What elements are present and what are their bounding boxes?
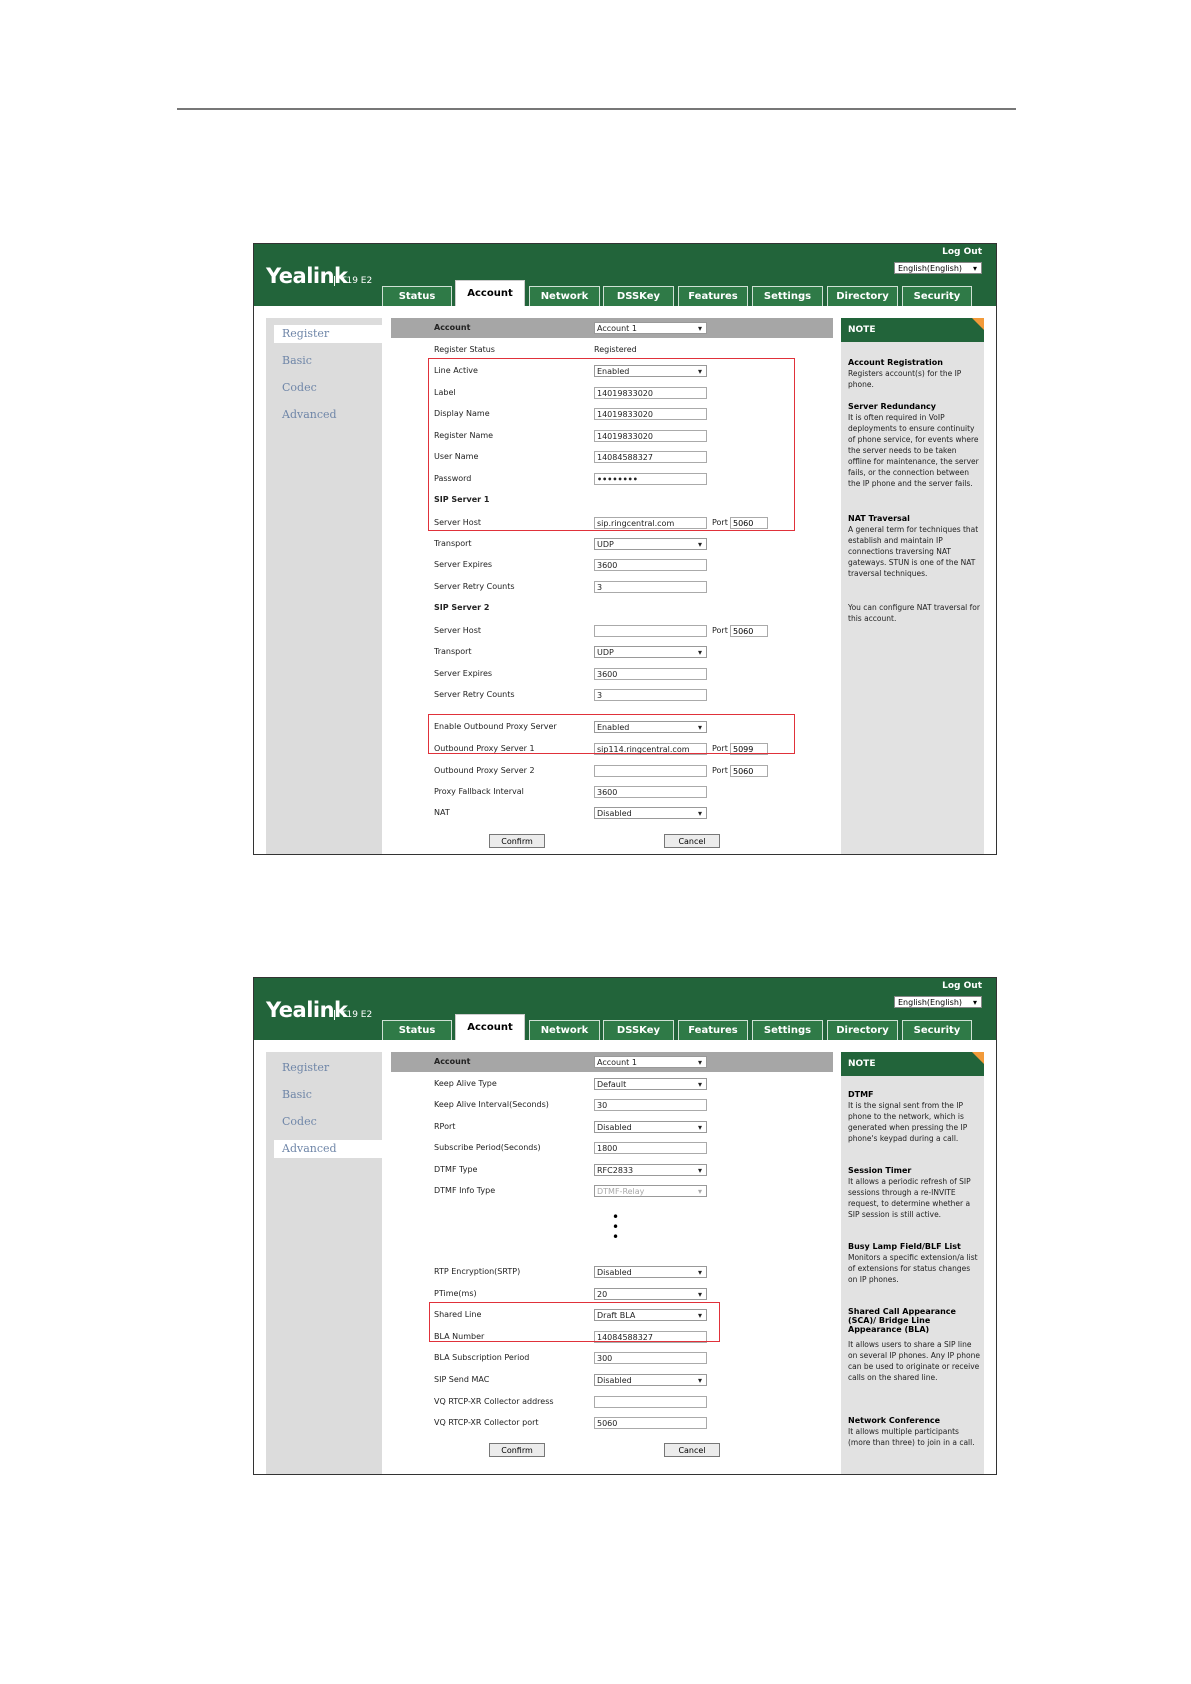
chevron-down-icon: ▾ bbox=[697, 1187, 702, 1196]
chevron-down-icon: ▾ bbox=[697, 1166, 702, 1175]
sip-server1-heading: SIP Server 1 bbox=[434, 495, 490, 504]
dtmf-info-value: DTMF-Relay bbox=[597, 1187, 645, 1196]
keep-alive-type-value: Default bbox=[597, 1080, 627, 1089]
password-input[interactable]: •••••••• bbox=[594, 473, 707, 485]
line-active-label: Line Active bbox=[434, 366, 478, 375]
note-text: A general term for techniques that establish and maintain IP connections traversing NAT gateways. STUN is one of the NAT traversal techniques. bbox=[848, 525, 979, 578]
tab-dsskey[interactable]: DSSKey bbox=[603, 286, 674, 306]
dtmf-info-label: DTMF Info Type bbox=[434, 1186, 496, 1195]
chevron-down-icon: ▾ bbox=[697, 1290, 702, 1299]
note-text: You can configure NAT traversal for this account. bbox=[848, 603, 980, 623]
s2-transport-label: Transport bbox=[434, 647, 472, 656]
outbound1-input[interactable]: sip114.ringcentral.com bbox=[594, 743, 707, 755]
highlight-box-outbound bbox=[428, 714, 795, 754]
register-name-input[interactable]: 14019833020 bbox=[594, 430, 707, 442]
tab-account[interactable]: Account bbox=[455, 280, 525, 306]
account-value: Account 1 bbox=[597, 324, 637, 333]
rport-value: Disabled bbox=[597, 1123, 632, 1132]
model-label: T19 E2 bbox=[334, 276, 372, 286]
ellipsis-icon: • • • bbox=[612, 1210, 620, 1244]
s2-expires-label: Server Expires bbox=[434, 669, 493, 678]
language-select[interactable] bbox=[894, 262, 982, 274]
password-label: Password bbox=[434, 474, 472, 483]
account-label: Account bbox=[434, 1057, 471, 1066]
label-label: Label bbox=[434, 388, 456, 397]
chevron-down-icon: ▾ bbox=[697, 540, 702, 549]
tab-directory[interactable]: Directory bbox=[827, 286, 898, 306]
tab-status[interactable]: Status bbox=[382, 286, 452, 306]
register-status-label: Register Status bbox=[434, 345, 495, 354]
note-heading: Busy Lamp Field/BLF List bbox=[848, 1242, 961, 1251]
sidebar-item-codec[interactable]: Codec bbox=[282, 1115, 317, 1128]
ptime-label: PTime(ms) bbox=[434, 1289, 477, 1298]
s1-port-input[interactable]: 5060 bbox=[730, 517, 768, 529]
chevron-down-icon: ▾ bbox=[697, 1058, 702, 1067]
outbound2-label: Outbound Proxy Server 2 bbox=[434, 766, 535, 775]
s2-retry-label: Server Retry Counts bbox=[434, 690, 515, 699]
chevron-down-icon: ▾ bbox=[697, 1080, 702, 1089]
chevron-down-icon: ▾ bbox=[697, 1376, 702, 1385]
nat-select[interactable] bbox=[594, 807, 707, 819]
tab-status[interactable]: Status bbox=[382, 1020, 452, 1040]
subscribe-period-input[interactable]: 1800 bbox=[594, 1142, 707, 1154]
vq-port-input[interactable]: 5060 bbox=[594, 1417, 707, 1429]
screenshot-register bbox=[253, 243, 997, 855]
bla-sub-input[interactable]: 300 bbox=[594, 1352, 707, 1364]
s2-expires-input[interactable]: 3600 bbox=[594, 668, 707, 680]
outbound-enable-label: Enable Outbound Proxy Server bbox=[434, 722, 557, 731]
outbound1-port-label: Port bbox=[712, 744, 728, 753]
language-value: English(English) bbox=[898, 264, 963, 273]
tab-features[interactable]: Features bbox=[678, 286, 748, 306]
outbound1-label: Outbound Proxy Server 1 bbox=[434, 744, 535, 753]
note-panel bbox=[841, 1052, 984, 1474]
confirm-button[interactable]: Confirm bbox=[489, 834, 545, 848]
outbound2-input[interactable] bbox=[594, 765, 707, 777]
chevron-down-icon: ▾ bbox=[697, 648, 702, 657]
top-header bbox=[254, 244, 996, 306]
nat-label: NAT bbox=[434, 808, 450, 817]
tab-settings[interactable]: Settings bbox=[752, 286, 823, 306]
chevron-down-icon: ▾ bbox=[972, 998, 977, 1007]
note-title: NOTE bbox=[841, 1052, 984, 1076]
advanced-form bbox=[391, 1052, 833, 1474]
shared-line-value: Draft BLA bbox=[597, 1311, 636, 1320]
fallback-label: Proxy Fallback Interval bbox=[434, 787, 524, 796]
s1-transport-value: UDP bbox=[597, 540, 614, 549]
chevron-down-icon: ▾ bbox=[697, 324, 702, 333]
top-header bbox=[254, 978, 996, 1040]
label-input[interactable]: 14019833020 bbox=[594, 387, 707, 399]
shared-line-label: Shared Line bbox=[434, 1310, 482, 1319]
note-heading: Network Conference bbox=[848, 1416, 941, 1425]
display-name-input[interactable]: 14019833020 bbox=[594, 408, 707, 420]
sidebar-item-codec[interactable]: Codec bbox=[282, 381, 317, 394]
chevron-down-icon: ▾ bbox=[697, 723, 702, 732]
keep-alive-type-select[interactable] bbox=[594, 1078, 707, 1090]
ptime-value: 20 bbox=[597, 1290, 608, 1299]
tab-dsskey[interactable]: DSSKey bbox=[603, 1020, 674, 1040]
s1-host-input[interactable]: sip.ringcentral.com bbox=[594, 517, 707, 529]
sip-send-mac-select[interactable] bbox=[594, 1374, 707, 1386]
outbound1-port-input[interactable]: 5099 bbox=[730, 743, 768, 755]
note-title: NOTE bbox=[841, 318, 984, 342]
s1-retry-label: Server Retry Counts bbox=[434, 582, 515, 591]
tab-account[interactable]: Account bbox=[455, 1014, 525, 1040]
s2-host-label: Server Host bbox=[434, 626, 481, 635]
sidebar-item-advanced[interactable]: Advanced bbox=[274, 1140, 382, 1158]
note-text: It allows multiple participants (more than three) to join in a call. bbox=[848, 1427, 975, 1447]
s1-host-label: Server Host bbox=[434, 518, 481, 527]
s1-expires-label: Server Expires bbox=[434, 560, 493, 569]
chevron-down-icon: ▾ bbox=[697, 1123, 702, 1132]
user-name-label: User Name bbox=[434, 452, 479, 461]
chevron-down-icon: ▾ bbox=[697, 809, 702, 818]
note-corner-icon bbox=[972, 1052, 984, 1064]
outbound-enable-value: Enabled bbox=[597, 723, 630, 732]
dtmf-type-select[interactable] bbox=[594, 1164, 707, 1176]
register-form bbox=[391, 318, 833, 854]
srtp-label: RTP Encryption(SRTP) bbox=[434, 1267, 521, 1276]
s2-transport-select[interactable] bbox=[594, 646, 707, 658]
sip-send-mac-value: Disabled bbox=[597, 1376, 632, 1385]
chevron-down-icon: ▾ bbox=[697, 1311, 702, 1320]
model-label: T19 E2 bbox=[334, 1010, 372, 1020]
logout-link[interactable]: Log Out bbox=[942, 247, 982, 257]
keep-alive-interval-input[interactable]: 30 bbox=[594, 1099, 707, 1111]
srtp-select[interactable] bbox=[594, 1266, 707, 1278]
tab-settings[interactable]: Settings bbox=[752, 1020, 823, 1040]
s1-port-label: Port bbox=[712, 518, 728, 527]
s2-port-label: Port bbox=[712, 626, 728, 635]
s2-port-input[interactable]: 5060 bbox=[730, 625, 768, 637]
note-text: Registers account(s) for the IP phone. bbox=[848, 369, 962, 389]
account-select[interactable] bbox=[594, 322, 707, 334]
account-label: Account bbox=[434, 323, 471, 332]
yealink-logo: Yealink bbox=[266, 998, 348, 1022]
dtmf-type-label: DTMF Type bbox=[434, 1165, 478, 1174]
dtmf-type-value: RFC2833 bbox=[597, 1166, 634, 1175]
s1-expires-input[interactable]: 3600 bbox=[594, 559, 707, 571]
user-name-input[interactable]: 14084588327 bbox=[594, 451, 707, 463]
subscribe-period-label: Subscribe Period(Seconds) bbox=[434, 1143, 541, 1152]
tab-features[interactable]: Features bbox=[678, 1020, 748, 1040]
srtp-value: Disabled bbox=[597, 1268, 632, 1277]
cancel-button[interactable]: Cancel bbox=[664, 1443, 720, 1457]
sip-send-mac-label: SIP Send MAC bbox=[434, 1375, 490, 1384]
sidebar bbox=[266, 1052, 382, 1474]
screenshot-advanced bbox=[253, 977, 997, 1475]
page-rule bbox=[177, 108, 1016, 110]
s2-transport-value: UDP bbox=[597, 648, 614, 657]
vq-addr-input[interactable] bbox=[594, 1396, 707, 1408]
note-heading: Shared Call Appearance (SCA)/ Bridge Line Appearance (BLA) bbox=[848, 1307, 956, 1334]
bla-number-input[interactable]: 14084588327 bbox=[594, 1331, 707, 1343]
bla-number-label: BLA Number bbox=[434, 1332, 485, 1341]
outbound2-port-label: Port bbox=[712, 766, 728, 775]
yealink-logo: Yealink bbox=[266, 264, 348, 288]
sidebar bbox=[266, 318, 382, 854]
register-status-value: Registered bbox=[594, 345, 637, 354]
sidebar-item-advanced[interactable]: Advanced bbox=[282, 408, 337, 421]
note-heading: Account Registration bbox=[848, 358, 943, 367]
fallback-input[interactable]: 3600 bbox=[594, 786, 707, 798]
s1-transport-select[interactable] bbox=[594, 538, 707, 550]
s2-host-input[interactable] bbox=[594, 625, 707, 637]
note-text: It is often required in VoIP deployments to ensure continuity of phone service, for events where the server needs to be taken offline for maintenance, the server fails, or the connection between the IP phone and the server fails. bbox=[848, 413, 979, 488]
highlight-box-bla bbox=[429, 1302, 720, 1342]
highlight-box-account-fields bbox=[428, 358, 795, 531]
confirm-button[interactable]: Confirm bbox=[489, 1443, 545, 1457]
note-text: It allows users to share a SIP line on several IP phones. Any IP phone can be used to originate or receive calls on the shared line. bbox=[848, 1340, 981, 1382]
note-corner-icon bbox=[972, 318, 984, 330]
note-panel bbox=[841, 318, 984, 854]
nat-value: Disabled bbox=[597, 809, 632, 818]
vq-addr-label: VQ RTCP-XR Collector address bbox=[434, 1397, 554, 1406]
tab-security[interactable]: Security bbox=[902, 286, 972, 306]
note-text: Monitors a specific extension/a list of extensions for status changes on IP phones. bbox=[848, 1253, 978, 1284]
chevron-down-icon: ▾ bbox=[697, 1268, 702, 1277]
display-name-label: Display Name bbox=[434, 409, 490, 418]
note-heading: Server Redundancy bbox=[848, 402, 936, 411]
cancel-button[interactable]: Cancel bbox=[664, 834, 720, 848]
sidebar-item-basic[interactable]: Basic bbox=[282, 1088, 312, 1101]
keep-alive-type-label: Keep Alive Type bbox=[434, 1079, 497, 1088]
tab-network[interactable]: Network bbox=[529, 1020, 600, 1040]
sidebar-item-register[interactable]: Register bbox=[274, 325, 382, 343]
dtmf-info-select[interactable] bbox=[594, 1185, 707, 1197]
note-heading: DTMF bbox=[848, 1090, 874, 1099]
rport-select[interactable] bbox=[594, 1121, 707, 1133]
sidebar-item-basic[interactable]: Basic bbox=[282, 354, 312, 367]
account-select[interactable] bbox=[594, 1056, 707, 1068]
note-text: It allows a periodic refresh of SIP sessions through a re-INVITE request, to determine whether a SIP session is still active. bbox=[848, 1177, 971, 1219]
language-value: English(English) bbox=[898, 998, 963, 1007]
bla-sub-label: BLA Subscription Period bbox=[434, 1353, 530, 1362]
s1-transport-label: Transport bbox=[434, 539, 472, 548]
sidebar-item-register[interactable]: Register bbox=[282, 1061, 330, 1074]
language-select[interactable] bbox=[894, 996, 982, 1008]
chevron-down-icon: ▾ bbox=[972, 264, 977, 273]
rport-label: RPort bbox=[434, 1122, 456, 1131]
tab-network[interactable]: Network bbox=[529, 286, 600, 306]
s1-retry-input[interactable]: 3 bbox=[594, 581, 707, 593]
keep-alive-interval-label: Keep Alive Interval(Seconds) bbox=[434, 1100, 549, 1109]
logout-link[interactable]: Log Out bbox=[942, 981, 982, 991]
note-text: It is the signal sent from the IP phone to the network, which is generated when pressing the IP phone's keypad during a call. bbox=[848, 1101, 968, 1143]
outbound2-port-input[interactable]: 5060 bbox=[730, 765, 768, 777]
s2-retry-input[interactable]: 3 bbox=[594, 689, 707, 701]
vq-port-label: VQ RTCP-XR Collector port bbox=[434, 1418, 539, 1427]
chevron-down-icon: ▾ bbox=[697, 367, 702, 376]
tab-security[interactable]: Security bbox=[902, 1020, 972, 1040]
tab-directory[interactable]: Directory bbox=[827, 1020, 898, 1040]
note-heading: NAT Traversal bbox=[848, 514, 910, 523]
note-heading: Session Timer bbox=[848, 1166, 912, 1175]
line-active-value: Enabled bbox=[597, 367, 630, 376]
ptime-select[interactable] bbox=[594, 1288, 707, 1300]
account-value: Account 1 bbox=[597, 1058, 637, 1067]
register-name-label: Register Name bbox=[434, 431, 494, 440]
sip-server2-heading: SIP Server 2 bbox=[434, 603, 490, 612]
